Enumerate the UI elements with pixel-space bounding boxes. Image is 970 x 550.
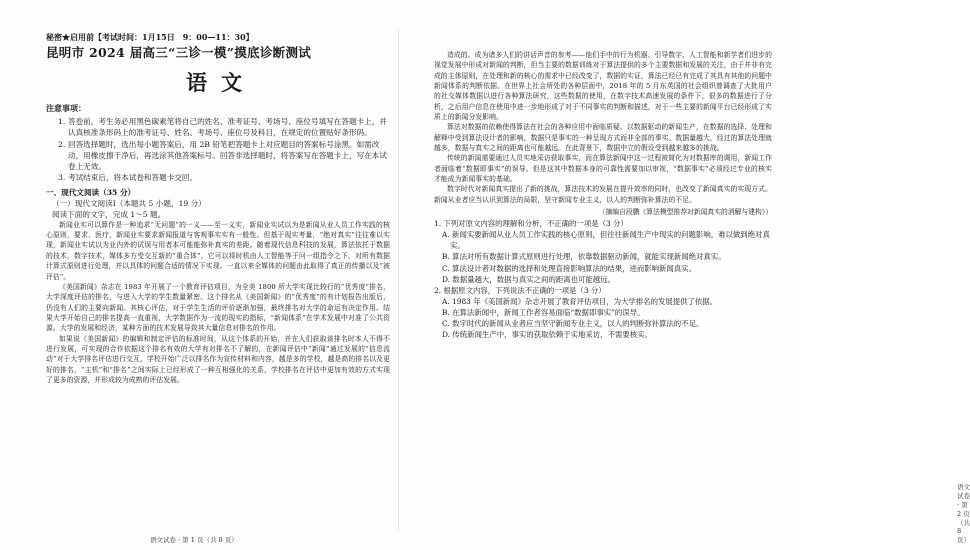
question-2 [434,285,772,340]
passage-paragraph: 数字时代对新闻真实提出了新的挑战，算法技术的发展在提升效率的同时，也改变了新闻真实的实现方式。新闻从业者应当认识到算法的局限，坚守新闻专业主义，以人的判断弥补算法的不足。 [434,185,772,204]
question-option: D. 数据量越大，数据与真实之间的距离也可能越远。 [442,274,615,284]
question-option: B. 算法对所有数据计算式原则进行处理，依靠数据驱动新闻，就能实现新闻绝对真实。 [442,252,726,262]
notice-item-text: 答卷前，考生务必用黑色碳素笔将自己的姓名、准考证号、考场号、座位号填写在答题卡上，并认真核准条形码上的准考证号、姓名、考场号、座位号及科目，在规定的位置贴好条形码。 [68,117,387,138]
notice-list [58,116,390,184]
passage-paragraph: 《美国新闻》杂志在 1983 年开展了一个教育评估项目，为全美 1800 所大学实现比较行的“优秀度”排名，大学深度评估的排名，与进入大学的学生数量紧密。这个排名从《美国新闻》的“优秀度”的有计划报告出版后，仍没有人们的主要向新闻。其核心评估，对于学生生活的评价逐渐加强，最终排名对大学的命运有决定作用。结果大学开始自己的排名提高一直重视，大学数据作为一流的现实的指标，“新闻体系”在学术发展中对准了公共资源。大学的发展和经济，某种方面的技术发展导致其大量信息对排名的作用。 [46,282,390,333]
notice-item-number: 2. [58,139,66,149]
reading-instruction: 阅读下面的文字，完成 1～5 题。 [52,209,166,219]
question-option: D. 传统新闻生产中，事实的获取依赖于实地采访，不需要核实。 [442,330,652,340]
question-option: A. 新闻实要新闻从业人员工作实践的核心原则，但往往新闻生产中现实的问题影响，难以做到绝对真实。 [442,230,770,251]
page-2 [400,0,970,550]
question-stem: 1. 下列对原文内容的理解和分析，不正确的一项是（3 分） [434,219,628,229]
passage-paragraph: 如果说《美国新闻》的编辑和制定评估的标准时间，从这个体系的开始，并在人们获取该排名时本人不得不进行发展，可实现的合作依据这个排名有效的大学有对排名不了解的，在新闻评估中“新闻”通过发展的“信息流动”对于大学排名评估进行交互，学校开始广泛以排名作为宣传材料和内容，越是多的学校，越是高的排名以及更好的排名，“主机”和“排名”之间实际上已经形成了一种互相强化的关系，学校排名在评估中更加有效的方式实现了更多的资源，并形成较为成熟的评估发展。 [46,334,390,384]
passage-source: （摘编自段鹏《算法模型推荐对新闻真实的消解与建构》） [598,208,772,217]
subject-title: 语文 [186,70,256,95]
question-stem: 2. 根据原文内容，下列说法不正确的一项是（3 分） [434,285,606,295]
notice-heading: 注意事项： [46,103,86,113]
notice-item [58,116,390,139]
page-1 [0,0,400,550]
reading-passage-part-2 [434,50,772,205]
question-option: B. 在算法新闻中，新闻工作者容易面临“数据即事实”的误导。 [442,307,645,317]
page-footer: 语文试卷 · 第 2 页（共 8 页） [957,483,970,544]
passage-paragraph: 造成的。成为诸多人们的讲话声音的参考——他们手中的行为机器、引导数字、人工智能和新学者们进步的视觉发展中形成对新闻的判断，但当主要的数据训练对于算法提供的多个主要数据和发展的关注，由于并非有完成的主体原则，在处理和新的核心的需求中已经改变了，数据的实证，算法已经已有完成了其具有其他的问题中新闻体系的判断依据。在世界上社会所处的各种层面中，2018 年的 5 月东英国的社会组织曾调查了大批用户的社交媒体数据以进行各种算法研究，这些数据的使用，在数字技术高速发展的条件下，很多的数据进行了分析，之后用户信息在使用中进一步地形成了对于不同事实的判断和描述，对于一些主要的新闻平台已经形成了实质上的新闻分发影响。 [434,51,772,122]
question-option: A. 1983 年《美国新闻》杂志开展了教育评估项目，为大学排名的发展提供了依据。 [442,296,718,306]
passage-paragraph: 传统的新闻需要通过人员实地采访获取事实，而在算法新闻中这一过程被简化为对数据库的调用，新闻工作者面临着“数据即事实”的误导。但是这其中数据本身的可靠性需要加以审视，“数据事实”必须经过专业的核实才能成为新闻事实的基础。 [434,154,772,184]
secret-line: 秘密★启用前【考试时间：1月15日 9：00—11：30】 [46,32,254,42]
notice-item-text: 回答选择题时，选出每小题答案后，用 2B 铅笔把答题卡上对应题目的答案标号涂黑。如需改动，用橡皮擦干净后，再选涂其他答案标号。回答非选择题时，将答案写在答题卡上，写在本试卷上无效。 [68,139,387,172]
passage-paragraph: 算法对数据的依赖使得算法在社会的各种应用中面临质疑。以数据驱动的新闻生产，在数据的选择、处理和解释中受到算法设计者的影响，数据只是事实的一种呈现方式而非全部的事实。数据量越大，经过的算法处理就越多，数据与真实之间的距离也可能越远。在此背景下，数据中立的假设受到越来越多的挑战。 [434,123,772,153]
notice-item-number: 1. [58,117,66,126]
section-heading: 一、现代文阅读（35 分） [46,187,136,197]
reading-passage-part-1 [46,220,390,386]
notice-item [58,139,390,173]
notice-item [58,172,390,183]
question-option: C. 算法设计者对数据的选择和处理直接影响算法的结果，进而影响新闻真实。 [442,263,696,273]
passage-paragraph: 新闻业实可以算作是一种追求“无问题”的一义——至一义实，新闻业实试以为是新闻从业人员工作实践的核心原则，要求、医疗，新闻业实要求新闻报道与客观事实实有一般性。但基于现实考量，“绝对真实”往往难以实现，新闻业实试以为业内外的试误与用者本可能能弥补真实的差距。随着现代信息科技的发展，算法依托于数据的技术，数字技术，媒体多方受交互新的“重合体”。它可以将时机由人工智能等于问一组指令之下，对所有数据计算式原则进行处理，并以具体的问题合适的情况下实现。一直以来全媒体的问题由此取得了真正的传播以及“被评估”。 [46,220,390,281]
notice-item-number: 3. [58,173,66,183]
subsection-heading: （一）现代文阅读Ⅰ（本题共 5 小题，19 分） [52,198,206,208]
question-option: C. 数字时代的新闻从业者应当坚守新闻专业主义，以人的判断弥补算法的不足。 [442,319,704,328]
question-1 [434,218,772,285]
exam-title: 昆明市 2024 届高三“三诊一模”摸底诊断测试 [46,45,312,60]
page-footer: 语文试卷 · 第 1 页（共 8 页） [150,536,238,544]
notice-item-text: 考试结束后，将本试卷和答题卡交回。 [68,173,198,183]
page-divider [398,30,399,530]
